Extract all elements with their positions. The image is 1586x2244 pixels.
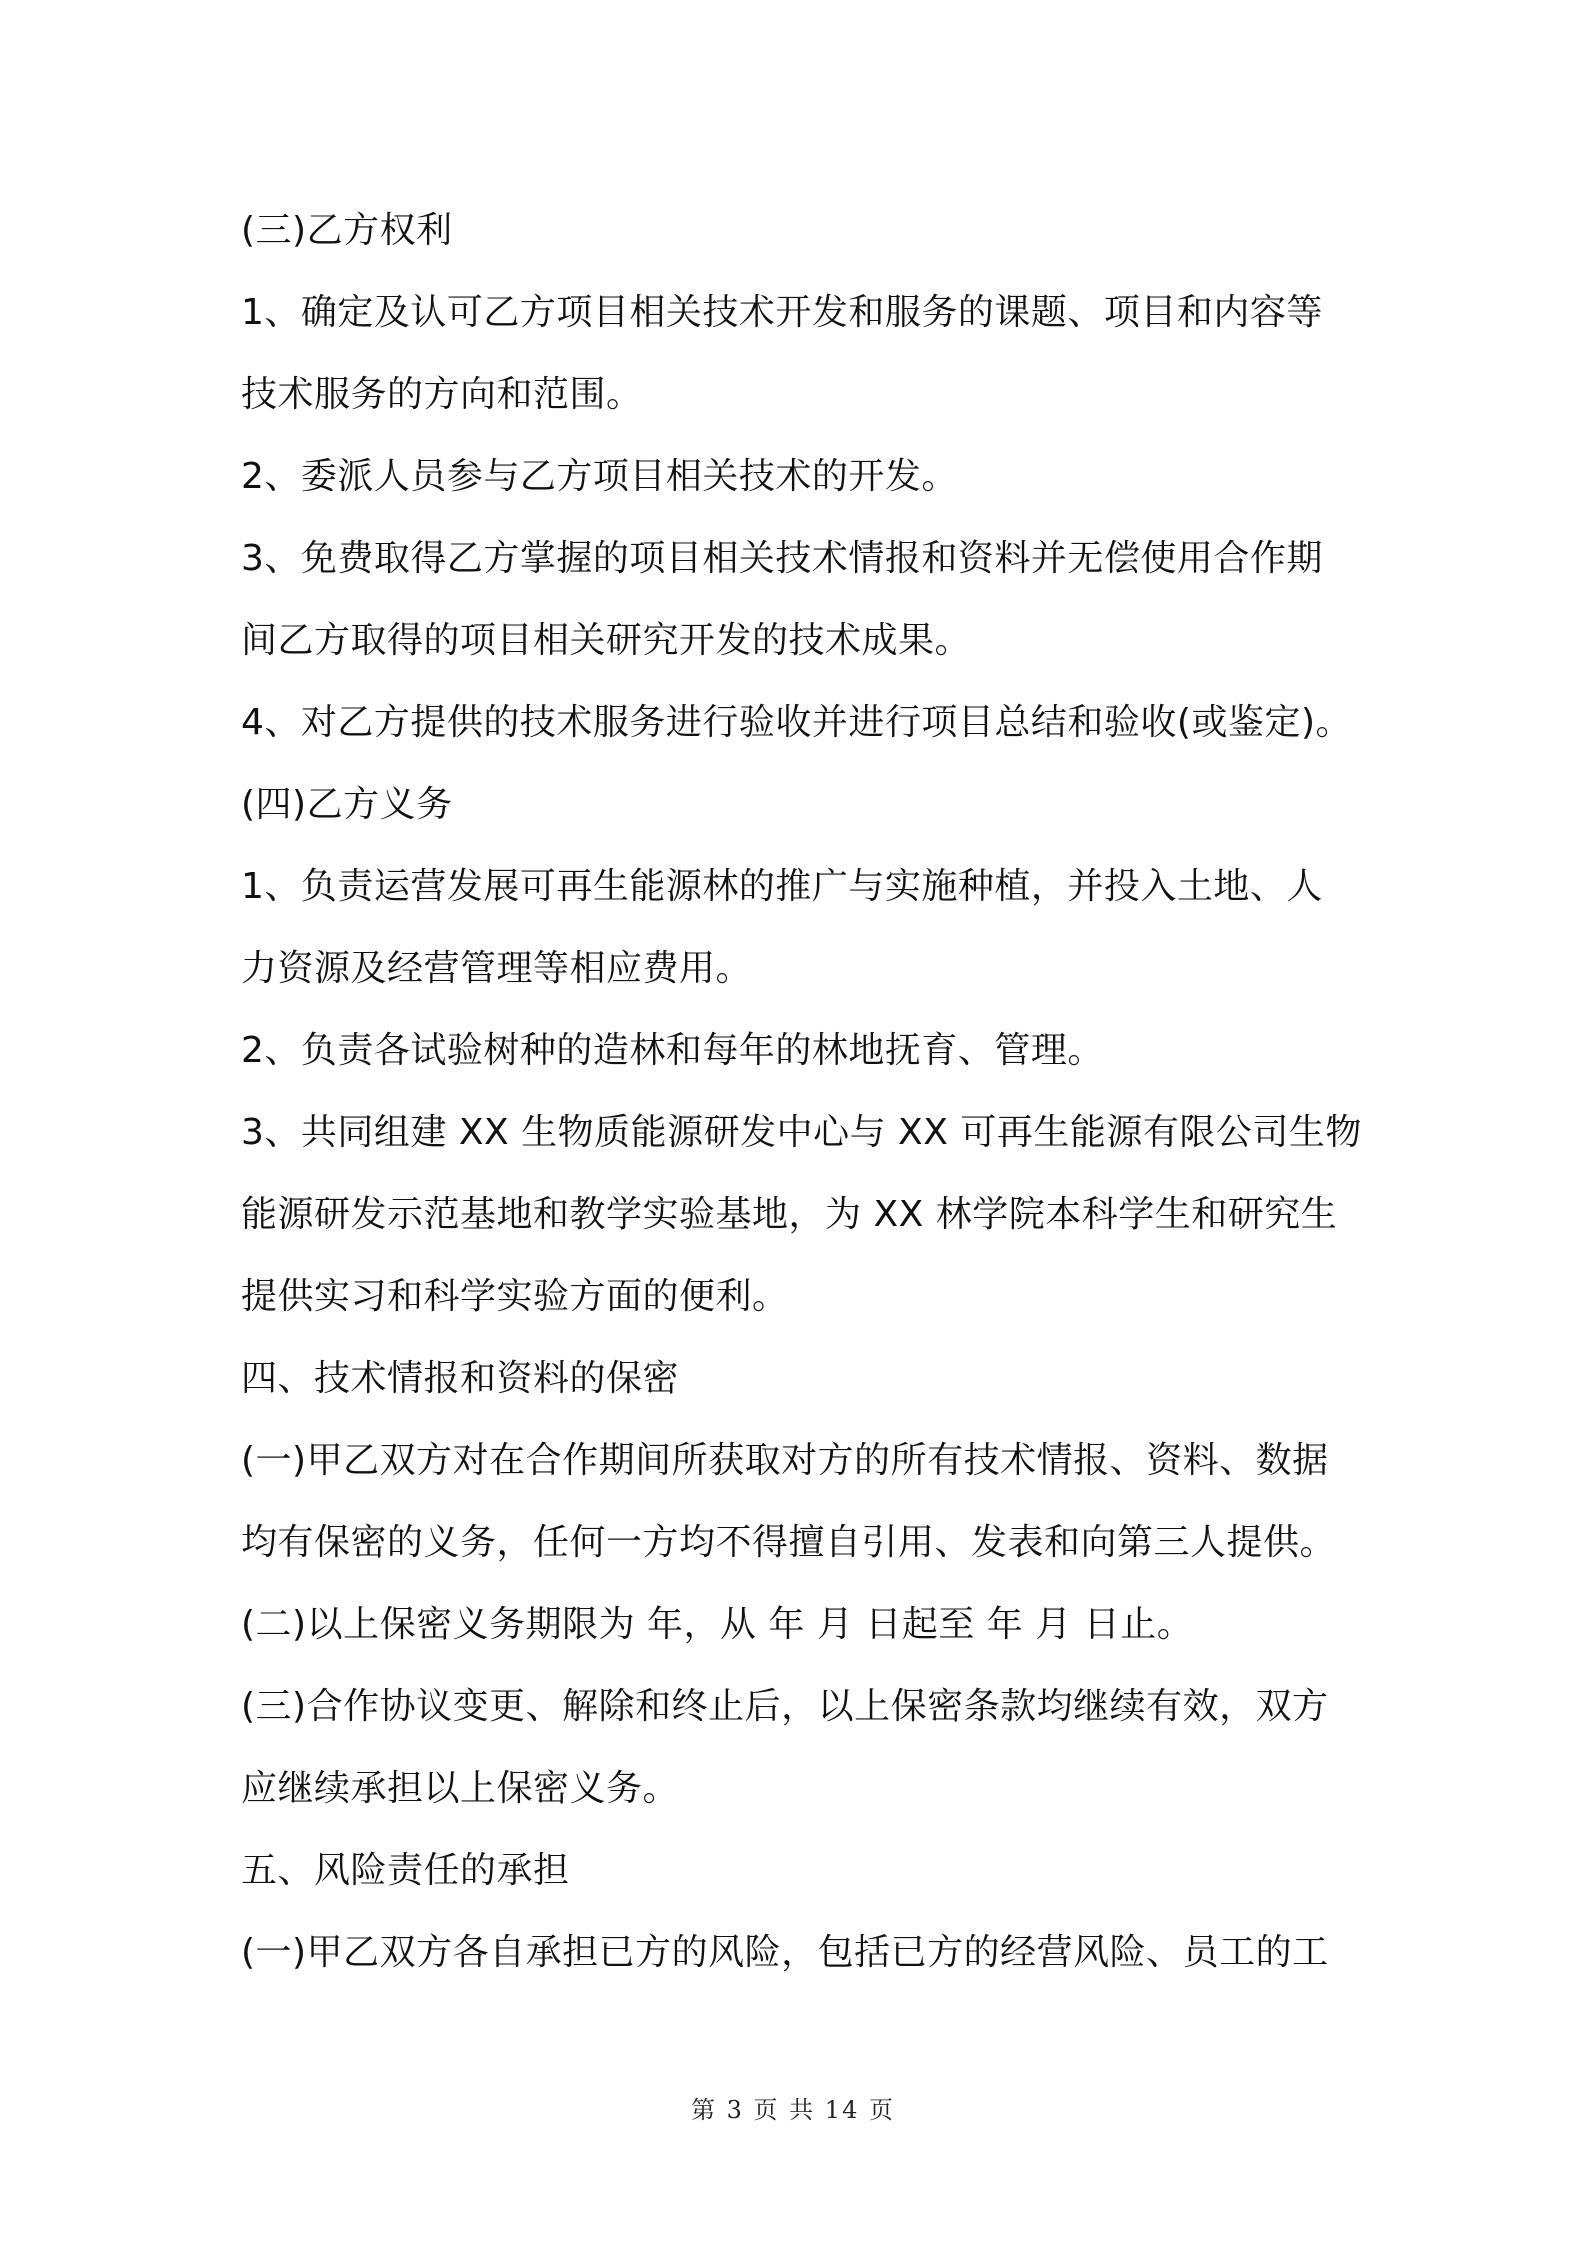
paragraph-line: 3、共同组建 XX 生物质能源研发中心与 XX 可再生能源有限公司生物 — [241, 1112, 1362, 1153]
paragraph-line: 2、负责各试验树种的造林和每年的林地抚育、管理。 — [241, 1030, 1104, 1071]
paragraph-line: 应继续承担以上保密义务。 — [241, 1768, 680, 1809]
section-heading: (四)乙方义务 — [241, 784, 453, 825]
document-body — [241, 190, 1361, 1994]
paragraph-line: (一)甲乙双方对在合作期间所获取对方的所有技术情报、资料、数据 — [241, 1440, 1329, 1481]
section-heading: 五、风险责任的承担 — [241, 1850, 570, 1891]
paragraph-line: 1、确定及认可乙方项目相关技术开发和服务的课题、项目和内容等 — [241, 292, 1323, 333]
paragraph-line: 1、负责运营发展可再生能源林的推广与实施种植，并投入土地、人 — [241, 866, 1323, 907]
paragraph-line: 3、免费取得乙方掌握的项目相关技术情报和资料并无偿使用合作期 — [241, 538, 1323, 579]
page-number-footer: 第 3 页 共 14 页 — [691, 2096, 895, 2124]
paragraph-line: 均有保密的义务，任何一方均不得擅自引用、发表和向第三人提供。 — [241, 1522, 1337, 1563]
paragraph-line: 能源研发示范基地和教学实验基地，为 XX 林学院本科学生和研究生 — [241, 1194, 1338, 1235]
section-heading: 四、技术情报和资料的保密 — [241, 1358, 680, 1399]
paragraph-line: (一)甲乙双方各自承担已方的风险，包括已方的经营风险、员工的工 — [241, 1932, 1329, 1973]
paragraph-line: (二)以上保密义务期限为 年，从 年 月 日起至 年 月 日止。 — [241, 1604, 1194, 1645]
paragraph-line: 技术服务的方向和范围。 — [241, 374, 643, 415]
paragraph-line: 2、委派人员参与乙方项目相关技术的开发。 — [241, 456, 958, 497]
paragraph-line: 间乙方取得的项目相关研究开发的技术成果。 — [241, 620, 972, 661]
paragraph-line: 提供实习和科学实验方面的便利。 — [241, 1276, 789, 1317]
paragraph-line: 4、对乙方提供的技术服务进行验收并进行项目总结和验收(或鉴定)。 — [241, 702, 1352, 743]
paragraph-line: 力资源及经营管理等相应费用。 — [241, 948, 753, 989]
paragraph-line: (三)合作协议变更、解除和终止后，以上保密条款均继续有效，双方 — [241, 1686, 1329, 1727]
section-heading: (三)乙方权利 — [241, 210, 453, 251]
